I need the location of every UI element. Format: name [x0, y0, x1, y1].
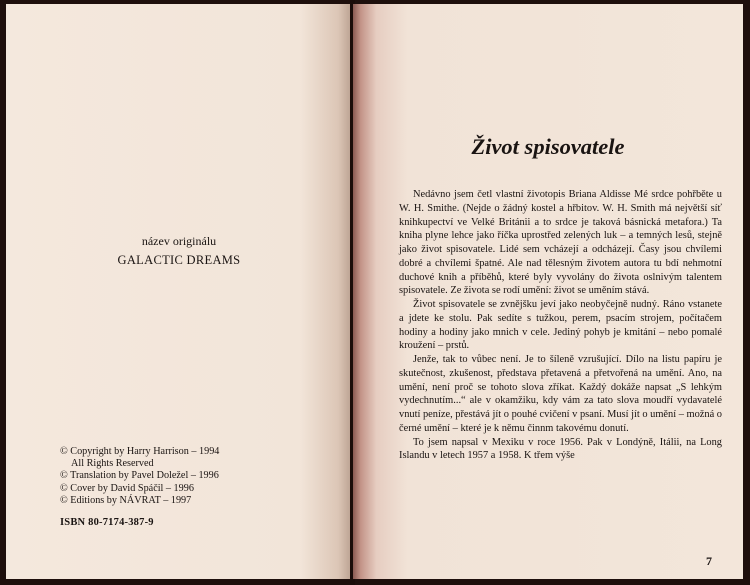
left-page — [6, 4, 352, 579]
right-page — [353, 4, 743, 579]
paragraph: Nedávno jsem četl vlastní životopis Briana Aldisse Mé srdce pohřběte u W. H. Smithe. (Nejde o žádný kostel a hřbitov. W. H. Smith má největší síť knihkupectví ve Velké Británii a to srdce je taková básnická metafora.) Ta kniha plyne lehce jako říčka uprostřed zelených luk – a temných lesů, stejně jako život spisovatele. Lidé sem vcházejí a odcházejí. Časy jsou chvílemi dobré a chvílemi špatné. Ale nad tělesným životem autora tu bdí nehmotní duchové knih a příběhů, které byly vyvolány do života oslnivým talentem spisovatele. Ze života se rodí umění: život se uměním stává. — [399, 189, 722, 297]
isbn: ISBN 80-7174-387-9 — [60, 517, 154, 528]
paragraph: Jenže, tak to vůbec není. Je to šíleně vzrušující. Dílo na listu papíru je skutečnost, zkušenost, představa přetavená a přetvořená na umění. Ano, na umění, není proč se tohoto slova zříkat. Každý dokáže napsat „S lehkým vydechnutím...“ ale v okamžiku, kdy vám za tato slova moudří vydavatelé vnutí peníze, přestává jít o pouhé cvičení v psaní. Musí jít o umění – možná o černé umění – které je k němu činnm takovému donutí. — [399, 354, 722, 434]
paragraph: Život spisovatele se zvnějšku jeví jako neobyčejně nudný. Ráno vstanete a jdete ke stolu. Pak sedíte s tužkou, perem, psacím strojem, počítačem hodiny a hodiny jako mnich v cele. Jediný pohyb je kmitání – nebo pomalé kroužení – prstů. — [399, 299, 722, 352]
original-title-label: název originálu — [141, 234, 217, 248]
page-number: 7 — [706, 554, 712, 568]
credit-line: All Rights Reserved — [71, 458, 154, 470]
copyright-credits — [60, 446, 219, 507]
paragraph: To jsem napsal v Mexiku v roce 1956. Pak v Londýně, Itálii, na Long Islandu v letech 1957 a 1958. K třem výše — [399, 436, 722, 462]
credit-line: © Editions by NÁVRAT – 1997 — [60, 494, 192, 506]
original-title: GALACTIC DREAMS — [117, 253, 241, 267]
credit-line: © Copyright by Harry Harrison – 1994 — [60, 446, 220, 457]
credit-line: © Translation by Pavel Doležel – 1996 — [60, 470, 219, 482]
body-text — [399, 188, 722, 463]
credit-line: © Cover by David Spáčil – 1996 — [60, 482, 194, 494]
chapter-title: Život spisovatele — [471, 134, 625, 159]
